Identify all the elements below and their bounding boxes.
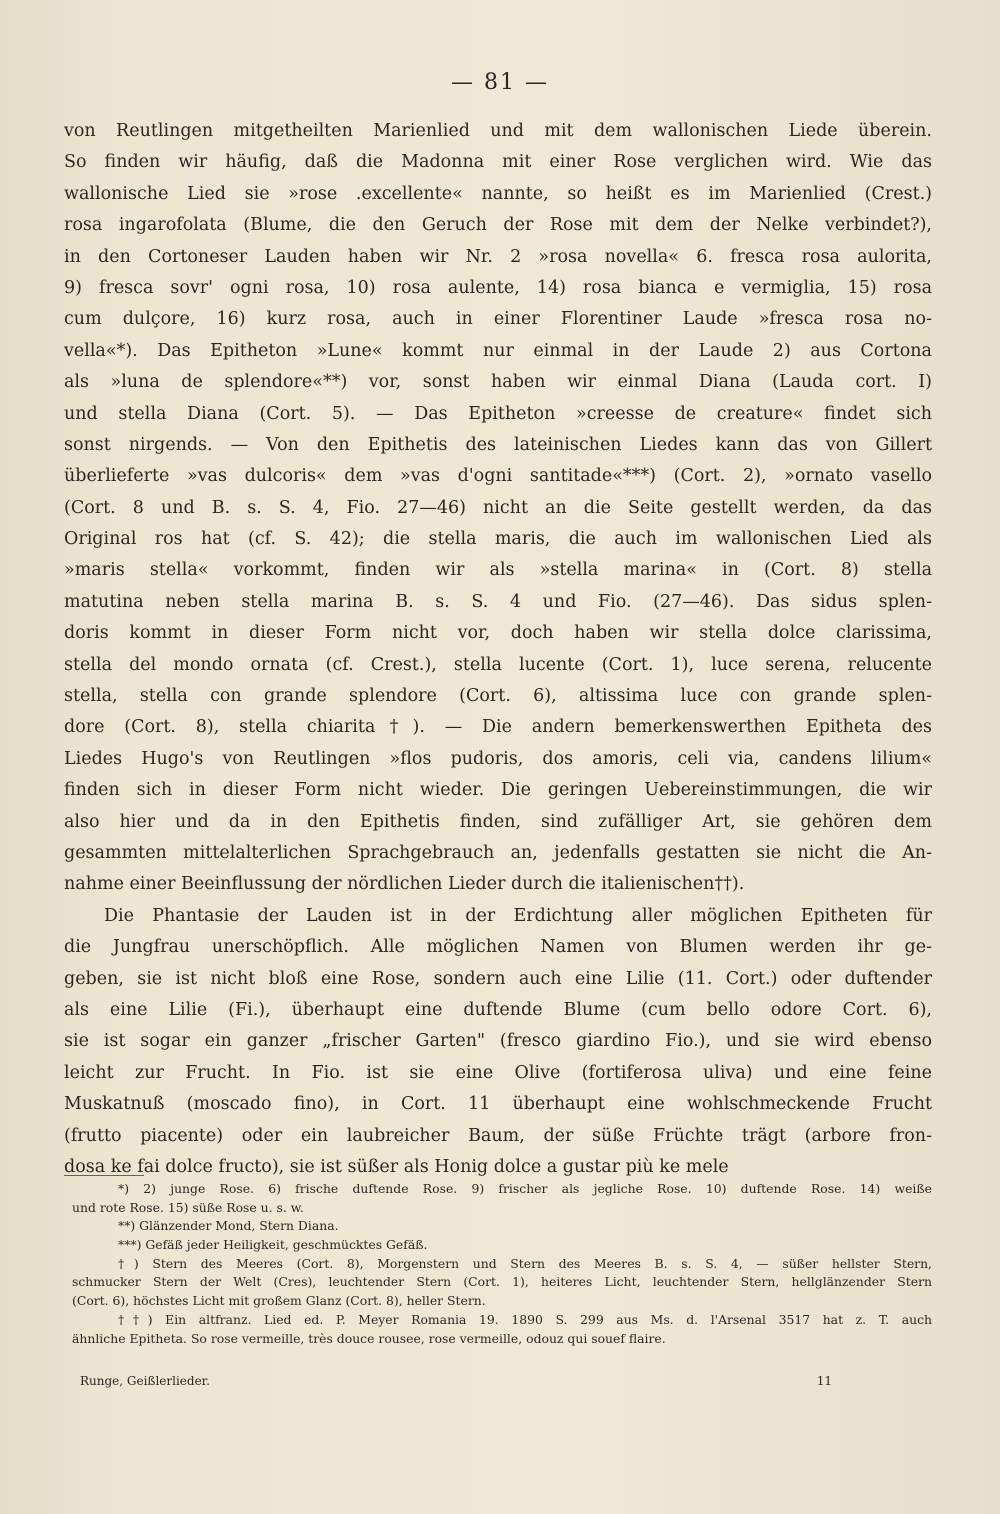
body-line: als »luna de splendore«**) vor, sonst haben wir einmal Diana (Lauda cort. I) — [64, 372, 932, 393]
footnote-line: **) Glänzender Mond, Stern Diana. — [118, 1218, 339, 1234]
body-line: dore (Cort. 8), stella chiarita†). — Die andern bemerkenswerthen Epitheta des — [64, 717, 932, 738]
body-line: stella del mondo ornata (cf. Crest.), stella lucente (Cort. 1), luce serena, relucente — [64, 654, 932, 675]
body-line: leicht zur Frucht. In Fio. ist sie eine Olive (fortiferosa uliva) und eine feine — [64, 1062, 932, 1083]
body-line: geben, sie ist nicht bloß eine Rose, sondern auch eine Lilie (11. Cort.) oder duftender — [64, 968, 932, 989]
body-line: von Reutlingen mitgetheilten Marienlied und mit dem wallonischen Liede überein. — [64, 121, 932, 141]
body-line: cum dulçore, 16) kurz rosa, auch in einer Florentiner Laude »fresca rosa no- — [64, 309, 932, 330]
body-line: Die Phantasie der Lauden ist in der Erdichtung aller möglichen Epitheten für — [104, 905, 932, 926]
footnotes — [72, 1180, 932, 1348]
body-line: So finden wir häufig, daß die Madonna mit einer Rose verglichen wird. Wie das — [64, 152, 932, 173]
footnote-line: ***) Gefäß jeder Heiligkeit, geschmücktes Gefäß. — [118, 1237, 428, 1253]
body-line: Original ros hat (cf. S. 42); die stella maris, die auch im wallonischen Lied als — [64, 529, 932, 550]
footnote-line: *) 2) junge Rose. 6) frische duftende Rose. 9) frischer als jegliche Rose. 10) duftende Rose. 14) weiße — [118, 1181, 932, 1196]
footnote-divider — [64, 1175, 144, 1176]
body-line: stella, stella con grande splendore (Cort. 6), altissima luce con grande splen- — [64, 686, 932, 707]
page-number: — 81 — — [451, 70, 549, 95]
body-line: finden sich in dieser Form nicht wieder. Die geringen Uebereinstimmungen, die wir — [64, 780, 932, 801]
body-line: vella«*). Das Epitheton »Lune« kommt nur einmal in der Laude 2) aus Cortona — [64, 340, 932, 361]
footnote-line: ††) Ein altfranz. Lied ed. P. Meyer Romania 19. 1890 S. 299 aus Ms. d. l'Arsenal 3517 hat z. T. auch — [118, 1311, 932, 1327]
printer-signature: Runge, Geißlerlieder. — [80, 1374, 210, 1388]
footnote-line: und rote Rose. 15) süße Rose u. s. w. — [72, 1199, 304, 1215]
body-line: Muskatnuß (moscado fino), in Cort. 11 überhaupt eine wohlschmeckende Frucht — [64, 1094, 932, 1115]
body-line: (frutto piacente) oder ein laubreicher Baum, der süße Früchte trägt (arbore fron- — [64, 1125, 932, 1146]
signature-row — [80, 1374, 832, 1388]
body-line: als eine Lilie (Fi.), überhaupt eine duftende Blume (cum bello odore Cort. 6), — [64, 999, 932, 1020]
body-line: dosa ke fai dolce fructo), sie ist süßer als Honig dolce a gustar più ke mele — [64, 1156, 729, 1177]
footnote-line: ähnliche Epitheta. So rose vermeille, très douce rousee, rose vermeille, odouz qui souef flaire. — [72, 1330, 666, 1346]
footnote-line: schmucker Stern der Welt (Cres), leuchtender Stern (Cort. 1), heiteres Licht, leuchtender Stern, hellglänzender Stern — [72, 1274, 932, 1290]
body-line: also hier und da in den Epithetis finden, sind zufälliger Art, sie gehören dem — [64, 811, 932, 832]
body-line: doris kommt in dieser Form nicht vor, doch haben wir stella dolce clarissima, — [64, 623, 932, 644]
footnote-line: (Cort. 6), höchstes Licht mit großem Glanz (Cort. 8), heller Stern. — [72, 1293, 486, 1309]
body-line: und stella Diana (Cort. 5). — Das Epitheton »creesse de creature« findet sich — [64, 403, 932, 424]
body-line: die Jungfrau unerschöpflich. Alle möglichen Namen von Blumen werden ihr ge- — [64, 937, 932, 958]
body-line: rosa ingarofolata (Blume, die den Geruch der Rose mit dem der Nelke verbindet?), — [64, 215, 932, 236]
body-line: 9) fresca sovr' ogni rosa, 10) rosa aulente, 14) rosa bianca e vermiglia, 15) rosa — [64, 277, 932, 298]
body-line: wallonische Lied sie »rose .excellente« nannte, so heißt es im Marienlied (Crest.) — [64, 183, 932, 204]
body-line: in den Cortoneser Lauden haben wir Nr. 2 »rosa novella« 6. fresca rosa aulorita, — [64, 246, 932, 267]
body-line: sie ist sogar ein ganzer „frischer Garten" (fresco giardino Fio.), und sie wird ebenso — [64, 1031, 932, 1052]
body-text — [64, 116, 932, 1183]
body-line: überlieferte »vas dulcoris« dem »vas d'ogni santitade«***) (Cort. 2), »ornato vasello — [64, 466, 932, 487]
body-line: »maris stella« vorkommt, finden wir als »stella marina« in (Cort. 8) stella — [64, 560, 932, 581]
body-line: gesammten mittelalterlichen Sprachgebrauch an, jedenfalls gestatten sie nicht die An- — [64, 842, 932, 863]
sheet-number: 11 — [816, 1374, 832, 1388]
body-line: sonst nirgends. — Von den Epithetis des lateinischen Liedes kann das von Gillert — [64, 434, 932, 455]
body-line: matutina neben stella marina B. s. S. 4 und Fio. (27—46). Das sidus splen- — [64, 591, 932, 612]
body-line: (Cort. 8 und B. s. S. 4, Fio. 27—46) nicht an die Seite gestellt werden, da das — [64, 497, 932, 518]
body-line: Liedes Hugo's von Reutlingen »flos pudoris, dos amoris, celi via, candens lilium« — [64, 748, 932, 769]
footnote-line: †) Stern des Meeres (Cort. 8), Morgenstern und Stern des Meeres B. s. S. 4, — süßer hellster Stern, — [118, 1255, 932, 1271]
body-line: nahme einer Beeinflussung der nördlichen Lieder durch die italienischen††). — [64, 874, 745, 895]
